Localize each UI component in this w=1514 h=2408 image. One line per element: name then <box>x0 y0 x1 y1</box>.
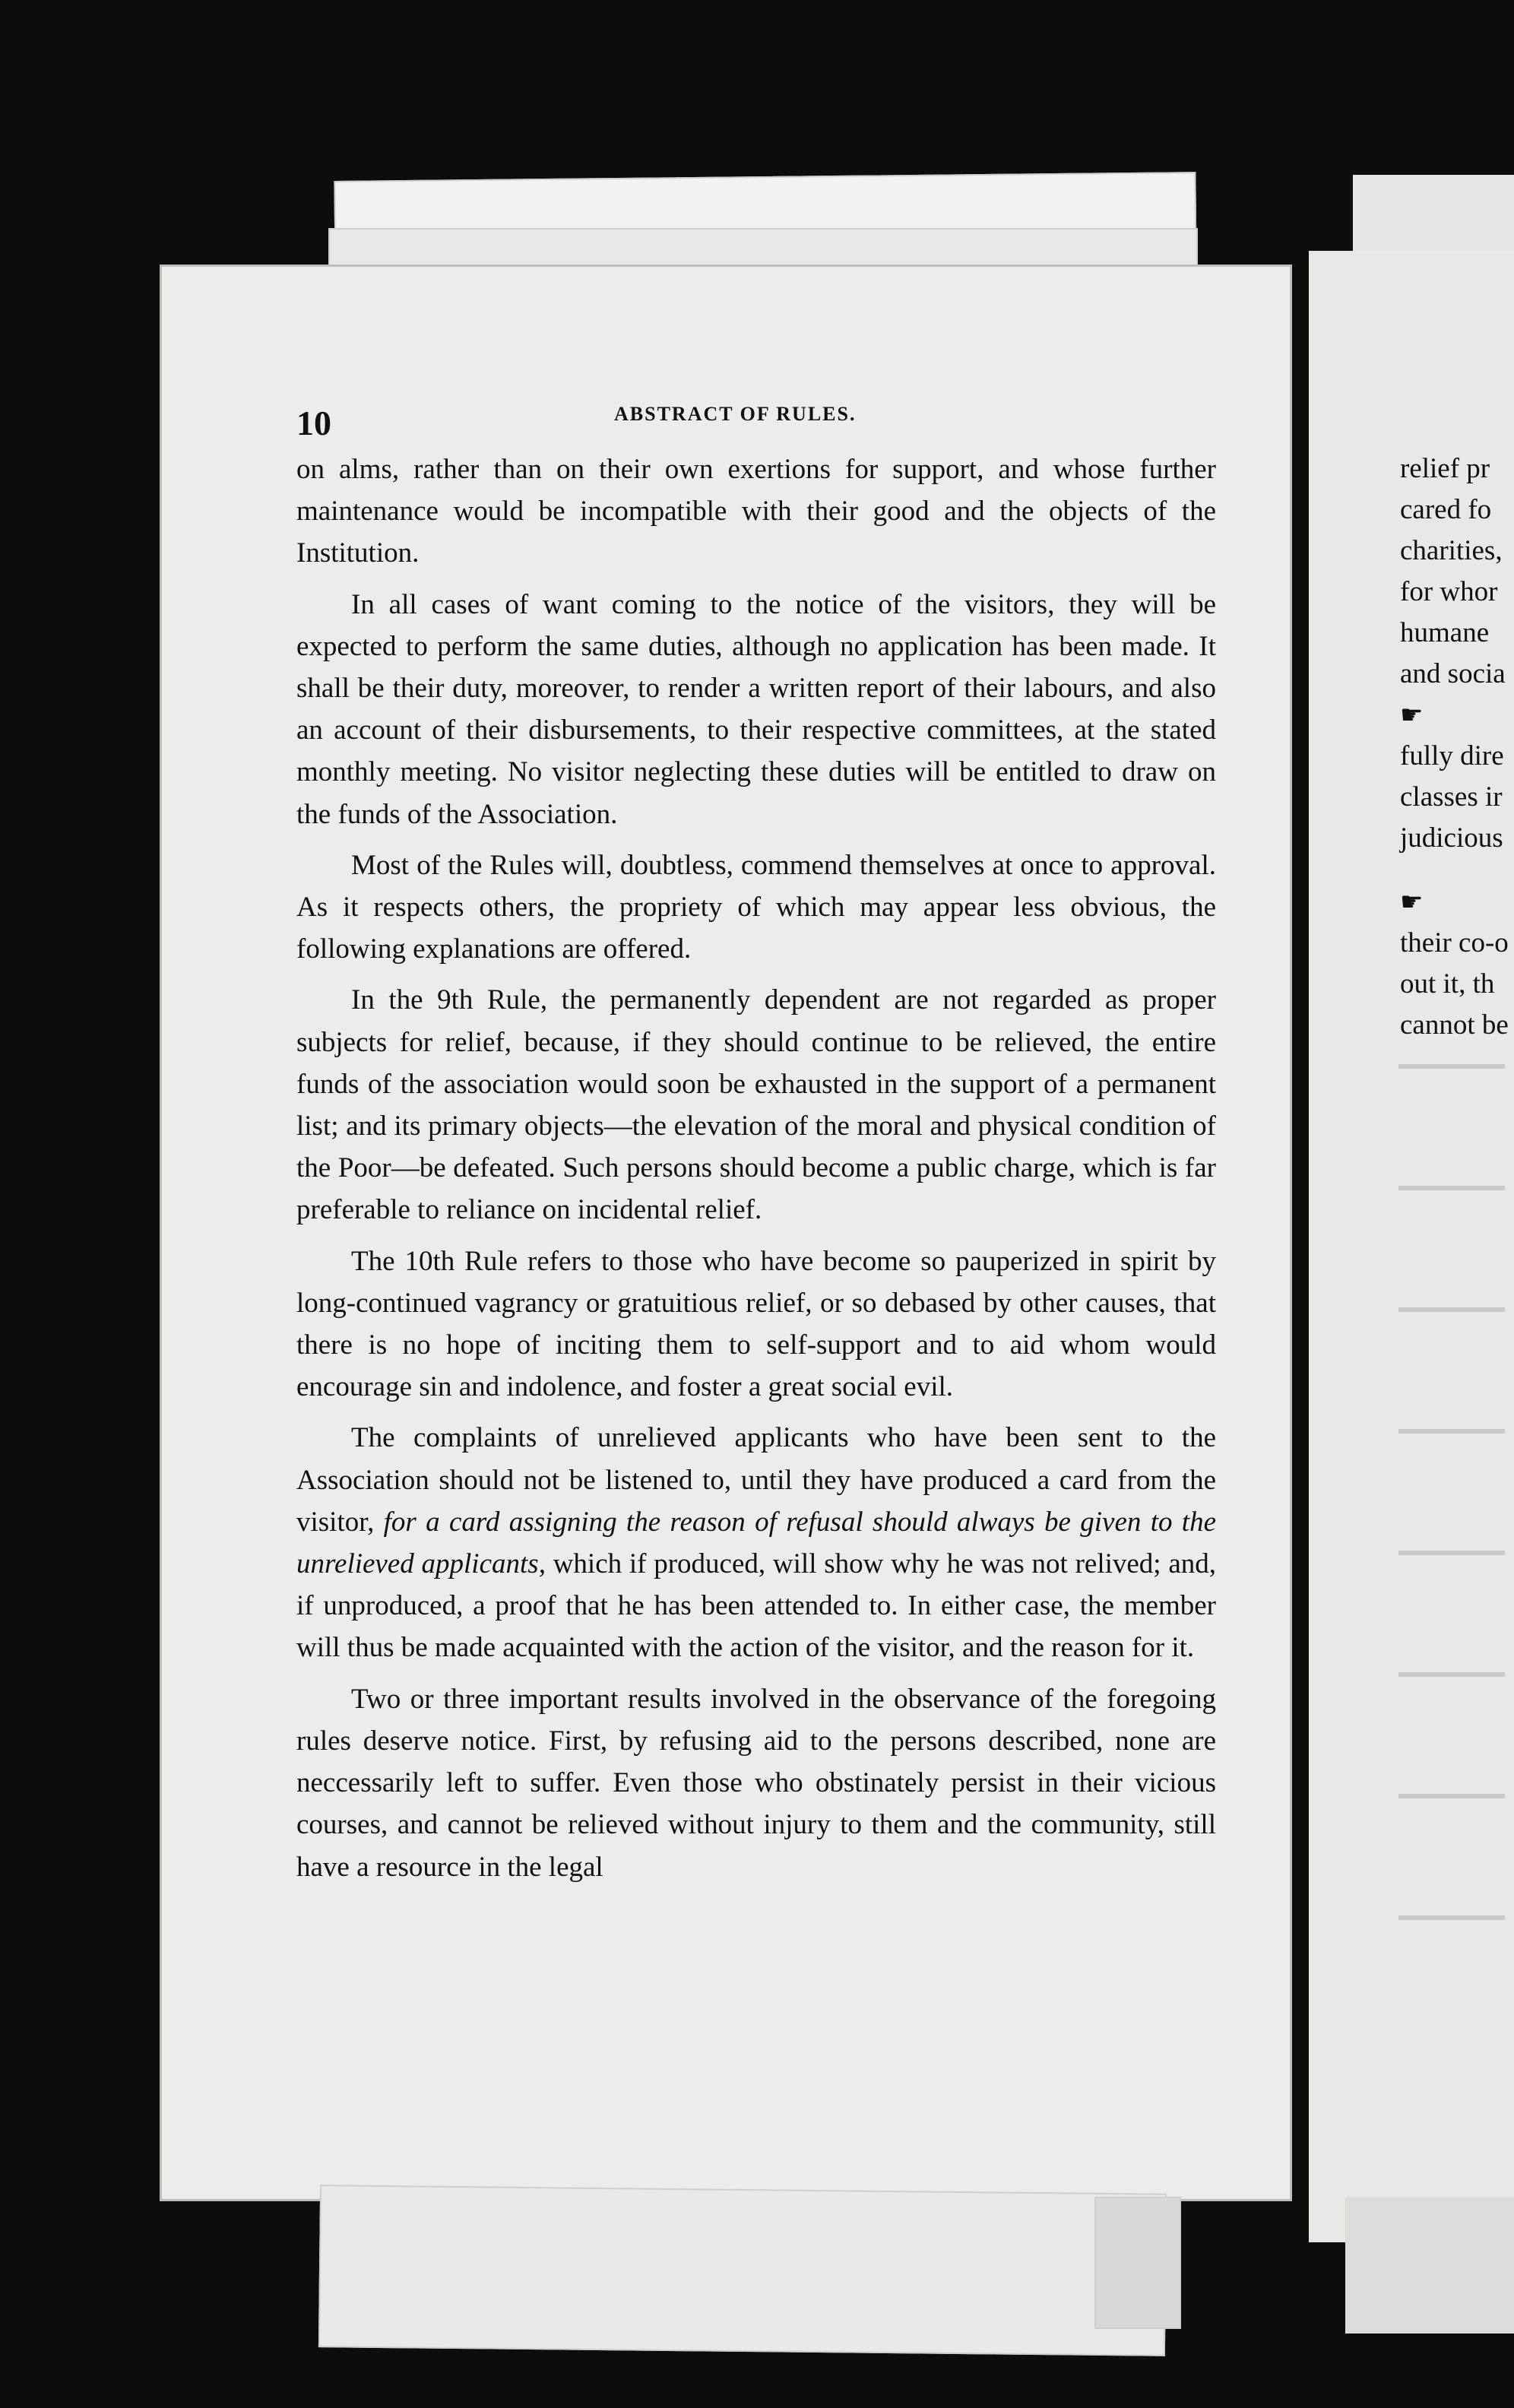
paragraph-text: which if produced, will show why he was not relived; and, if unproduced, a proof that he has been attended to. In either case, the member will thus be made acquainted with the action of the visitor, and the reason for it. <box>296 1548 1217 1664</box>
page-number: 10 <box>296 404 331 442</box>
paragraph-text: The complaints of unrelieved applicants who have been sent to the Association should not be listened to, until they have produced a card from the visitor, <box>296 1422 1216 1538</box>
facing-line: relief pr <box>1400 453 1490 484</box>
facing-line: humane <box>1400 617 1490 648</box>
body-text <box>296 448 1216 1897</box>
stacked-sheet <box>1094 2197 1181 2329</box>
facing-line: their co-o <box>1400 927 1509 958</box>
bleed-through-mark <box>1398 1429 1505 1434</box>
bleed-through-mark <box>1398 1915 1505 1920</box>
bleed-through-mark <box>1398 1672 1505 1677</box>
paragraph: Most of the Rules will, doubtless, commend themselves at once to approval. As it respects others, the propriety of which may appear less obvious, the following explanations are offered. <box>296 849 1216 965</box>
pointing-hand-icon: ☛ <box>1400 700 1424 730</box>
bleed-through-mark <box>1398 1064 1505 1069</box>
paragraph: In all cases of want coming to the notice of the visitors, they will be expected to perform the same duties, although no application has been made. It shall be their duty, moreover, to render a written report of their labours, and also an account of their disbursements, to their respective committees, at the stated monthly meeting. No visitor neglecting these duties will be entitled to draw on the funds of the Association. <box>296 588 1216 830</box>
bleed-through-mark <box>1398 1551 1505 1555</box>
bleed-through-mark <box>1398 1307 1505 1312</box>
facing-line: charities, <box>1400 535 1503 566</box>
paragraph: In the 9th Rule, the permanently dependent are not regarded as proper subjects for relief, because, if they should continue to be relieved, the entire funds of the association would soon be exhausted in the support of a permanent list; and its primary objects—the elevation of the moral and physical condition of the Poor—be defeated. Such persons should become a public charge, which is far preferable to reliance on incidental relief. <box>296 984 1216 1226</box>
stacked-sheet <box>318 2185 1167 2356</box>
facing-page-text <box>1400 448 1514 1046</box>
facing-line: classes ir <box>1400 781 1503 813</box>
pointing-hand-icon: ☛ <box>1400 887 1424 917</box>
facing-line: cared fo <box>1400 494 1492 525</box>
facing-sheet-edge <box>1345 2197 1514 2334</box>
paragraph <box>296 1417 1216 1668</box>
facing-line: judicious <box>1400 822 1503 854</box>
facing-line: cannot be <box>1400 1009 1509 1041</box>
paragraph: The 10th Rule refers to those who have become so pauperized in spirit by long-continued vagrancy or gratuitious relief, or so debased by other causes, that there is no hope of inciting them to self-support and to aid whom would encourage sin and indolence, and foster a great social evil. <box>296 1245 1216 1403</box>
paragraph: Two or three important results involved in the observance of the foregoing rules deserve notice. First, by refusing aid to the persons described, none are neccessarily left to suffer. Even those who obstinately persist in their vicious courses, and cannot be relieved without injury to them and the community, still have a resource in the legal <box>296 1683 1216 1883</box>
facing-line: and socia <box>1400 658 1506 689</box>
facing-line: fully dire <box>1400 740 1504 772</box>
facing-line: out it, th <box>1400 968 1495 1000</box>
running-head: ABSTRACT OF RULES. <box>614 403 857 425</box>
facing-line: for whor <box>1400 576 1498 607</box>
italic-emphasis: for a card assigning the reason of refusal should always be given to the unrelieved applicants, <box>296 1506 1216 1580</box>
facing-sheet-edge <box>1353 175 1514 258</box>
paragraph: on alms, rather than on their own exertions for support, and whose further maintenance would be incompatible with their good and the objects of the Institution. <box>296 454 1216 569</box>
bleed-through-mark <box>1398 1186 1505 1190</box>
bleed-through-mark <box>1398 1794 1505 1798</box>
